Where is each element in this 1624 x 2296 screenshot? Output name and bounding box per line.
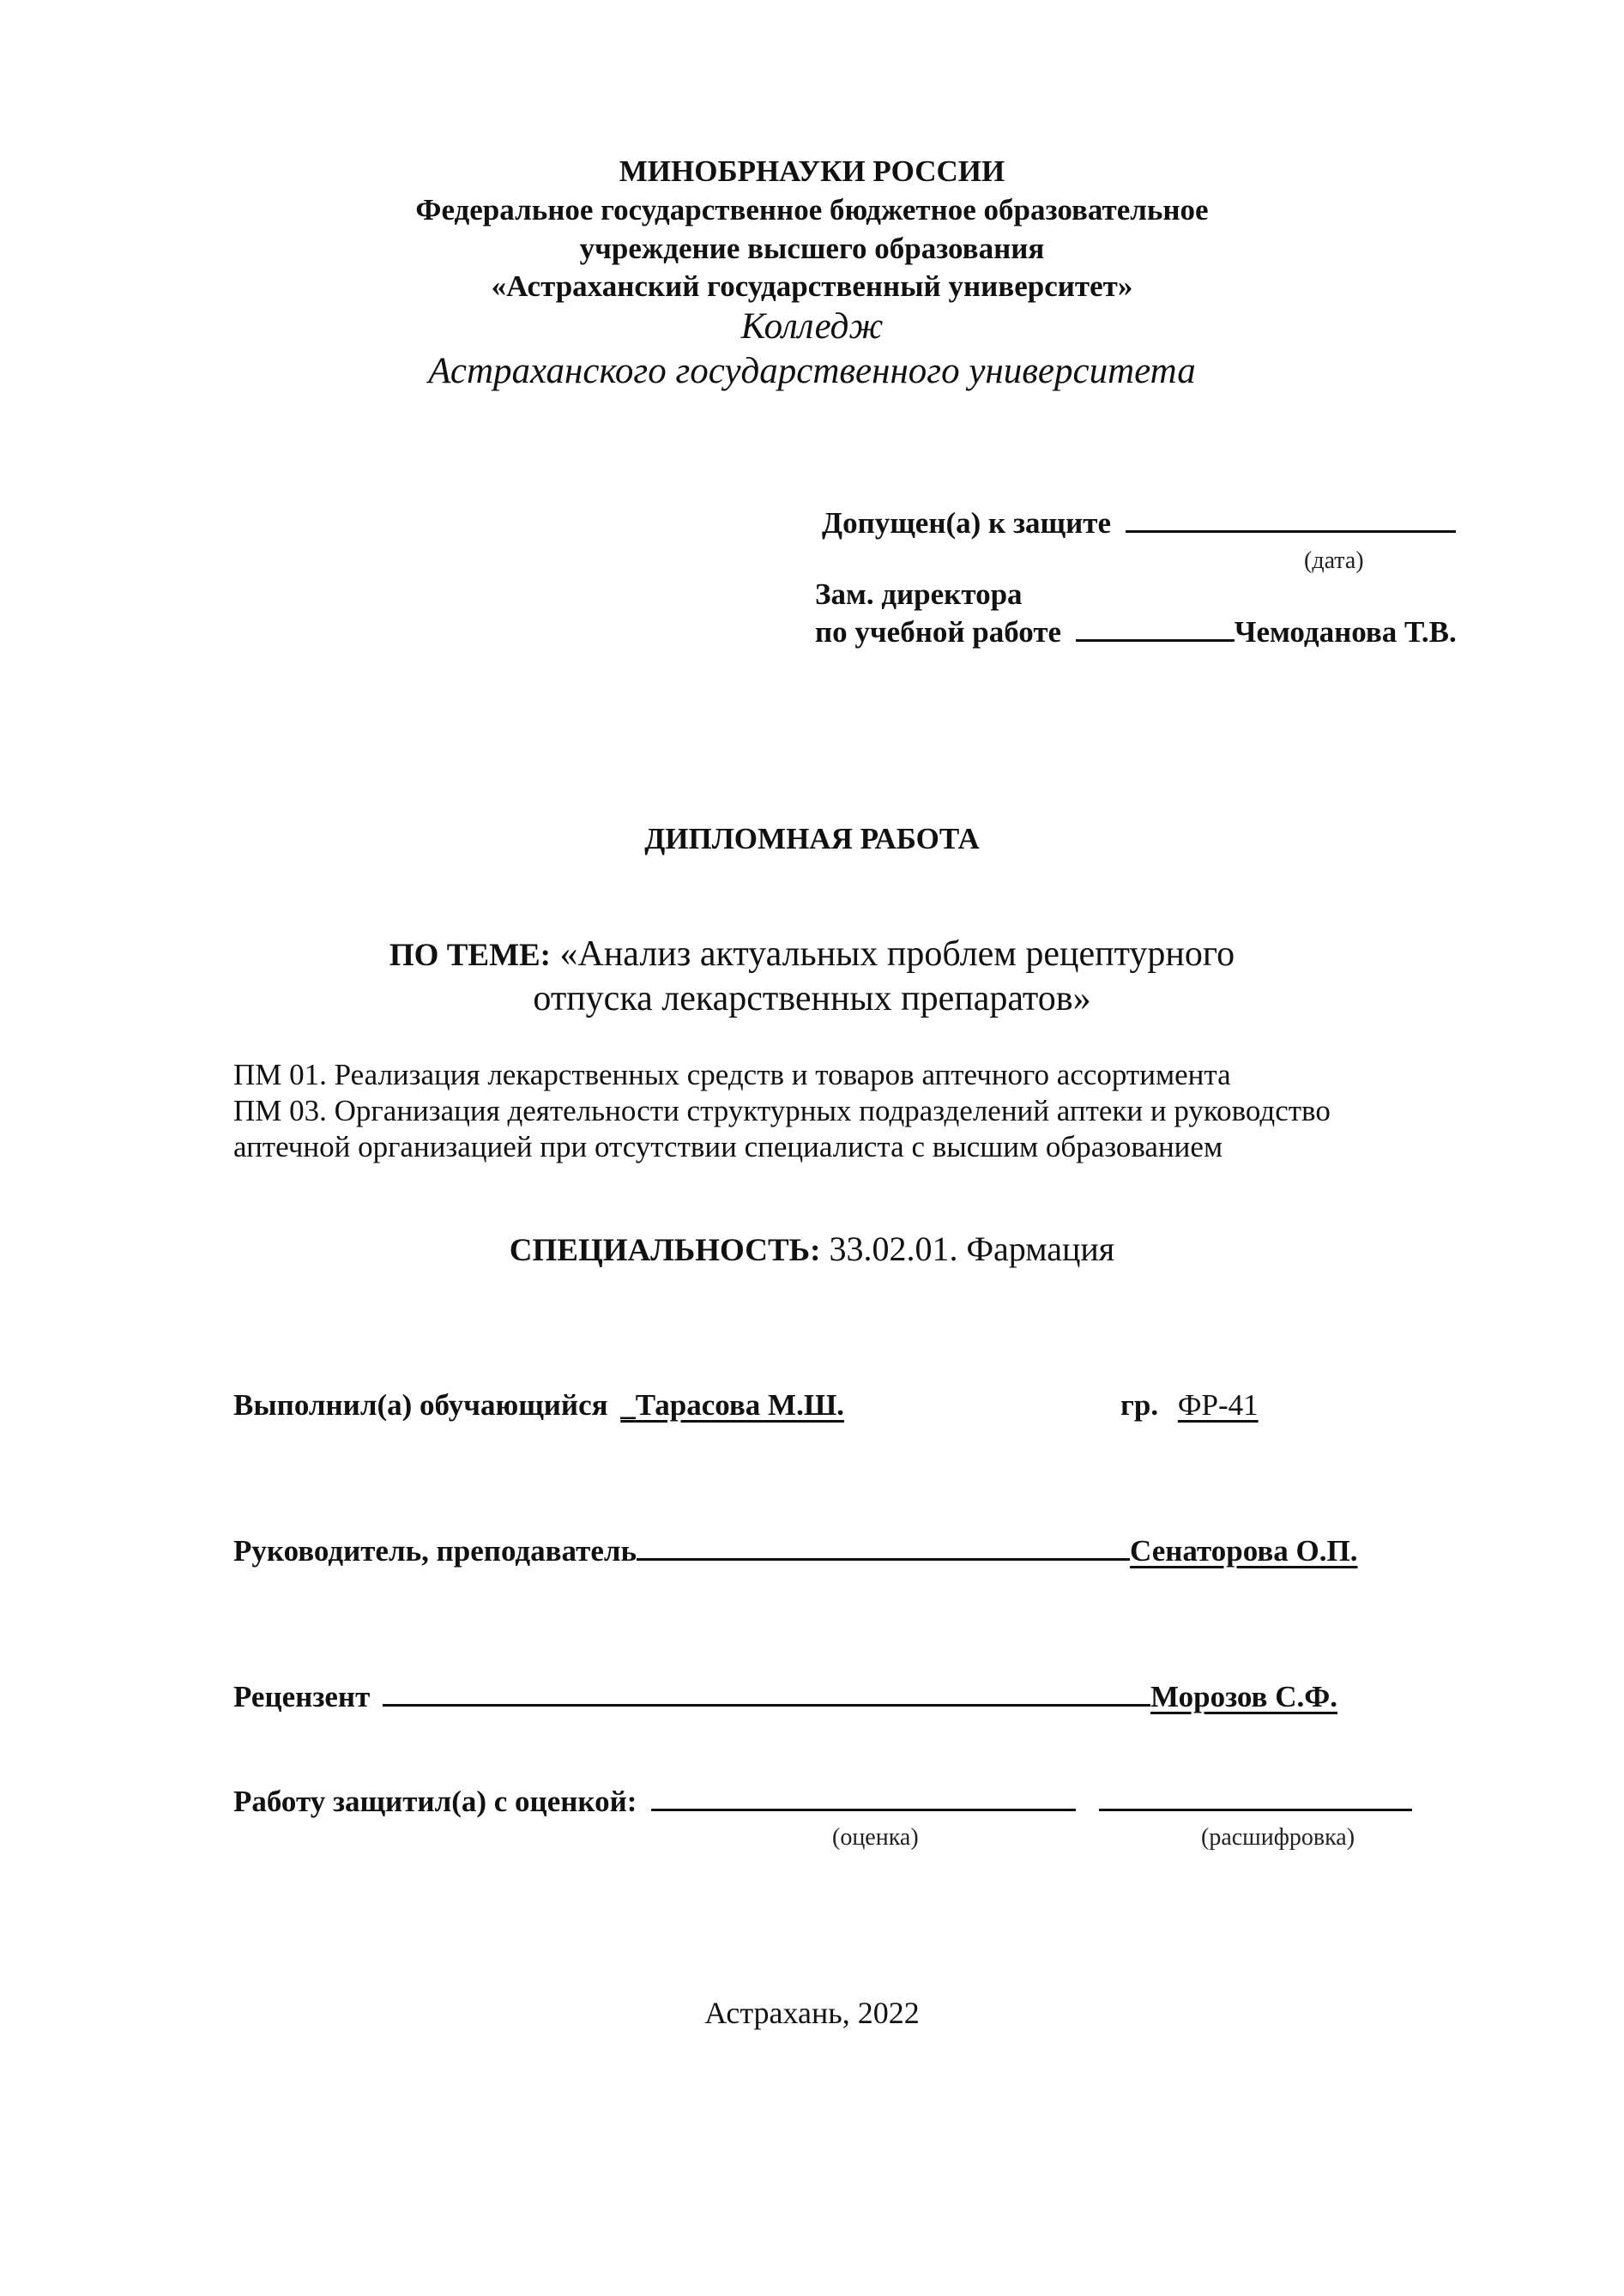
- supervisor-row: [233, 1534, 1357, 1568]
- grade-caption: (оценка): [832, 1824, 919, 1851]
- defense-label: Работу защитил(а) с оценкой:: [233, 1785, 637, 1818]
- admitted-text: Допущен(а) к защите: [822, 506, 1111, 540]
- topic-line-2: отпуска лекарственных препаратов»: [533, 979, 1091, 1018]
- deputy-line-1: Зам. директора: [815, 577, 1023, 611]
- deputy-line-2: [815, 615, 1457, 650]
- supervisor-signature-line: [637, 1557, 1130, 1561]
- deputy-name: Чемоданова Т.В.: [1234, 615, 1457, 649]
- module-line-2: ПМ 03. Организация деятельности структурных подразделений аптеки и руководство: [233, 1094, 1331, 1127]
- student-label: Выполнил(а) обучающийся: [233, 1388, 608, 1422]
- student-name-field: _Тарасова М.Ш.: [620, 1388, 845, 1422]
- university-name: «Астраханский государственный университет»: [491, 269, 1133, 303]
- supervisor-label: Руководитель, преподаватель: [233, 1534, 637, 1568]
- reviewer-row: [233, 1680, 1365, 1714]
- decode-caption: (расшифровка): [1201, 1824, 1355, 1851]
- city-year: Астрахань, 2022: [704, 1996, 920, 2030]
- deputy-role: по учебной работе: [815, 615, 1062, 649]
- student-name: Тарасова М.Ш.: [635, 1388, 845, 1422]
- topic-label: ПО ТЕМЕ:: [389, 938, 551, 973]
- module-line-3: аптечной организацией при отсутствии специалиста с высшим образованием: [233, 1130, 1223, 1163]
- grade-line: [651, 1808, 1076, 1811]
- reviewer-label: Рецензент: [233, 1680, 371, 1713]
- defense-row: [233, 1785, 1412, 1819]
- decode-line: [1099, 1808, 1412, 1811]
- date-signature-line: [1126, 529, 1456, 533]
- specialty-label: СПЕЦИАЛЬНОСТЬ:: [509, 1233, 821, 1268]
- work-type-title: ДИПЛОМНАЯ РАБОТА: [644, 822, 980, 855]
- supervisor-name: Сенаторова О.П.: [1130, 1534, 1358, 1568]
- reviewer-name-field: [1150, 1680, 1365, 1713]
- institution-line-1: Федеральное государственное бюджетное образовательное: [415, 193, 1209, 227]
- group-label: гр.: [1120, 1388, 1159, 1422]
- deputy-signature-line: [1076, 638, 1235, 642]
- topic-line-1: [0, 934, 1624, 976]
- institution-line-2: учреждение высшего образования: [579, 232, 1045, 265]
- reviewer-signature-line: [383, 1703, 1150, 1707]
- specialty-value: 33.02.01. Фармация: [829, 1230, 1115, 1268]
- admitted-label: [822, 506, 1456, 541]
- group-field: [1178, 1388, 1340, 1422]
- group-value: ФР-41: [1177, 1388, 1259, 1422]
- module-line-1: ПМ 01. Реализация лекарственных средств и товаров аптечного ассортимента: [233, 1058, 1231, 1091]
- college-line-2: Астраханского государственного университета: [428, 351, 1196, 391]
- topic-text-1: «Анализ актуальных проблем рецептурного: [559, 934, 1235, 974]
- student-row: [233, 1388, 1340, 1423]
- college-line-1: Колледж: [740, 306, 884, 347]
- ministry-title: МИНОБРНАУКИ РОССИИ: [619, 154, 1005, 188]
- date-caption: (дата): [1304, 547, 1364, 574]
- reviewer-name: Морозов С.Ф.: [1150, 1680, 1338, 1713]
- specialty-line: [0, 1229, 1624, 1269]
